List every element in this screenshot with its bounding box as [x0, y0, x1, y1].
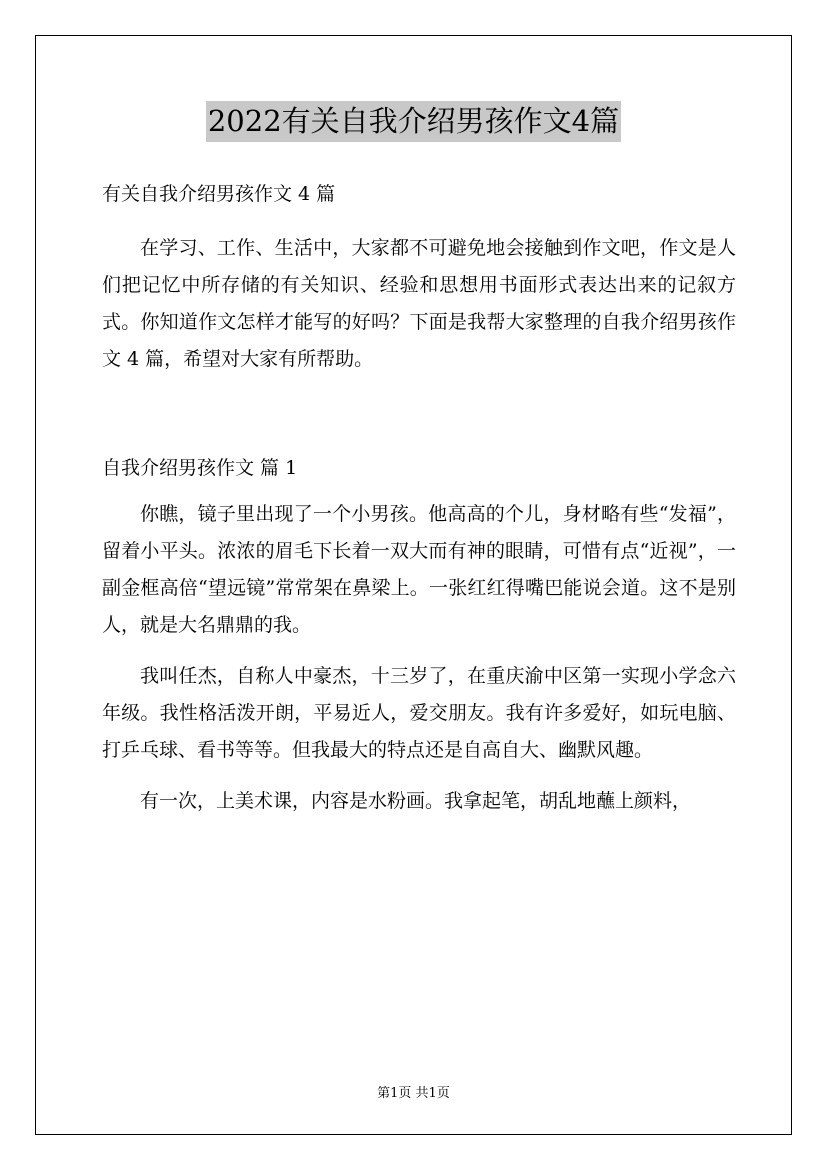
page-footer: 第1页 共1页 [377, 1086, 450, 1101]
document-title: 2022有关自我介绍男孩作文4篇 [206, 101, 621, 142]
intro-paragraph: 在学习、工作、生活中，大家都不可避免地会接触到作文吧，作文是人们把记忆中所存储的有关知识、经验和思想用书面形式表达出来的记叙方式。你知道作文怎样才能写的好吗？下面是我帮大家整理的自我介绍男孩作文 4 篇，希望对大家有所帮助。 [102, 237, 736, 370]
document-body [102, 176, 736, 820]
title-container [0, 101, 827, 142]
body-paragraph-1: 你瞧，镜子里出现了一个小男孩。他高高的个儿，身材略有些“发福”，留着小平头。浓浓的眉毛下长着一双大而有神的眼睛，可惜有点“近视”，一副金框高倍“望远镜”常常架在鼻梁上。一张红红得嘴巴能说会道。这不是别人，就是大名鼎鼎的我。 [102, 503, 736, 636]
section-heading: 自我介绍男孩作文 篇 1 [102, 457, 298, 479]
section-spacer [102, 378, 736, 450]
document-subtitle: 有关自我介绍男孩作文 4 篇 [102, 183, 336, 205]
body-paragraph-2: 我叫任杰，自称人中豪杰，十三岁了，在重庆渝中区第一实现小学念六年级。我性格活泼开朗，平易近人，爱交朋友。我有许多爱好，如玩电脑、打乒乓球、看书等等。但我最大的特点还是自高自大、幽默风趣。 [102, 665, 736, 761]
body-paragraph-3: 有一次，上美术课，内容是水粉画。我拿起笔，胡乱地蘸上颜料， [140, 790, 692, 812]
